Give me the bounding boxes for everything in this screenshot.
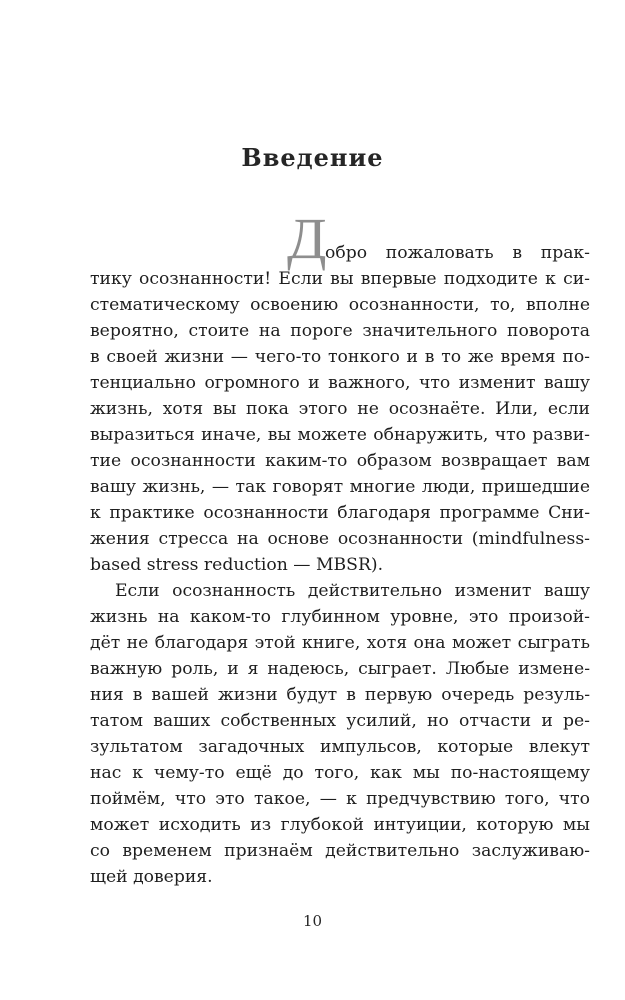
paragraph-line: вашу жизнь, — так говорят многие люди, пришедшие xyxy=(90,477,590,497)
paragraph-line: татом ваших собственных усилий, но отчасти и ре- xyxy=(90,711,590,731)
paragraph-line: может исходить из глубокой интуиции, которую мы xyxy=(90,815,590,835)
paragraph-line-text: обро пожаловать в прак- xyxy=(325,243,590,263)
paragraph-line: со временем признаём действительно заслуживаю- xyxy=(90,841,590,861)
paragraph-line xyxy=(90,206,590,271)
paragraph-line: тие осознанности каким-то образом возвращает вам xyxy=(90,451,590,471)
paragraph-2 xyxy=(90,578,590,890)
paragraph-line: ния в вашей жизни будут в первую очередь резуль- xyxy=(90,685,590,705)
paragraph-line: в своей жизни — чего-то тонкого и в то же время по- xyxy=(90,347,590,367)
paragraph-line: жизнь на каком-то глубинном уровне, это произой- xyxy=(90,607,590,627)
chapter-title: Введение xyxy=(241,143,384,172)
paragraph-line: стематическому освоению осознанности, то, вполне xyxy=(90,295,590,315)
page-number: 10 xyxy=(302,912,323,930)
paragraph-line: жизнь, хотя вы пока этого не осознаёте. Или, если xyxy=(90,399,590,419)
body-text xyxy=(90,206,590,890)
paragraph-1 xyxy=(90,206,590,578)
paragraph-line: к практике осознанности благодаря программе Сни- xyxy=(90,503,590,523)
paragraph-line: тику осознанности! Если вы впервые подходите к си- xyxy=(90,269,590,289)
drop-cap-letter: Д xyxy=(287,206,327,271)
paragraph-line: нас к чему-то ещё до того, как мы по-настоящему xyxy=(90,763,590,783)
paragraph-line: зультатом загадочных импульсов, которые влекут xyxy=(90,737,590,757)
paragraph-line: тенциально огромного и важного, что изменит вашу xyxy=(90,373,590,393)
paragraph-line: based stress reduction — MBSR). xyxy=(90,555,384,575)
paragraph-line: жения стресса на основе осознанности (mindfulness- xyxy=(90,529,590,549)
paragraph-line: выразиться иначе, вы можете обнаружить, что разви- xyxy=(90,425,590,445)
paragraph-line: щей доверия. xyxy=(90,867,213,887)
paragraph-line: Если осознанность действительно изменит вашу xyxy=(115,581,590,601)
paragraph-line: дёт не благодаря этой книге, хотя она может сыграть xyxy=(90,633,590,653)
paragraph-line: важную роль, и я надеюсь, сыграет. Любые измене- xyxy=(90,659,590,679)
paragraph-line: поймём, что это такое, — к предчувствию того, что xyxy=(90,789,590,809)
paragraph-line: вероятно, стоите на пороге значительного поворота xyxy=(90,321,590,341)
